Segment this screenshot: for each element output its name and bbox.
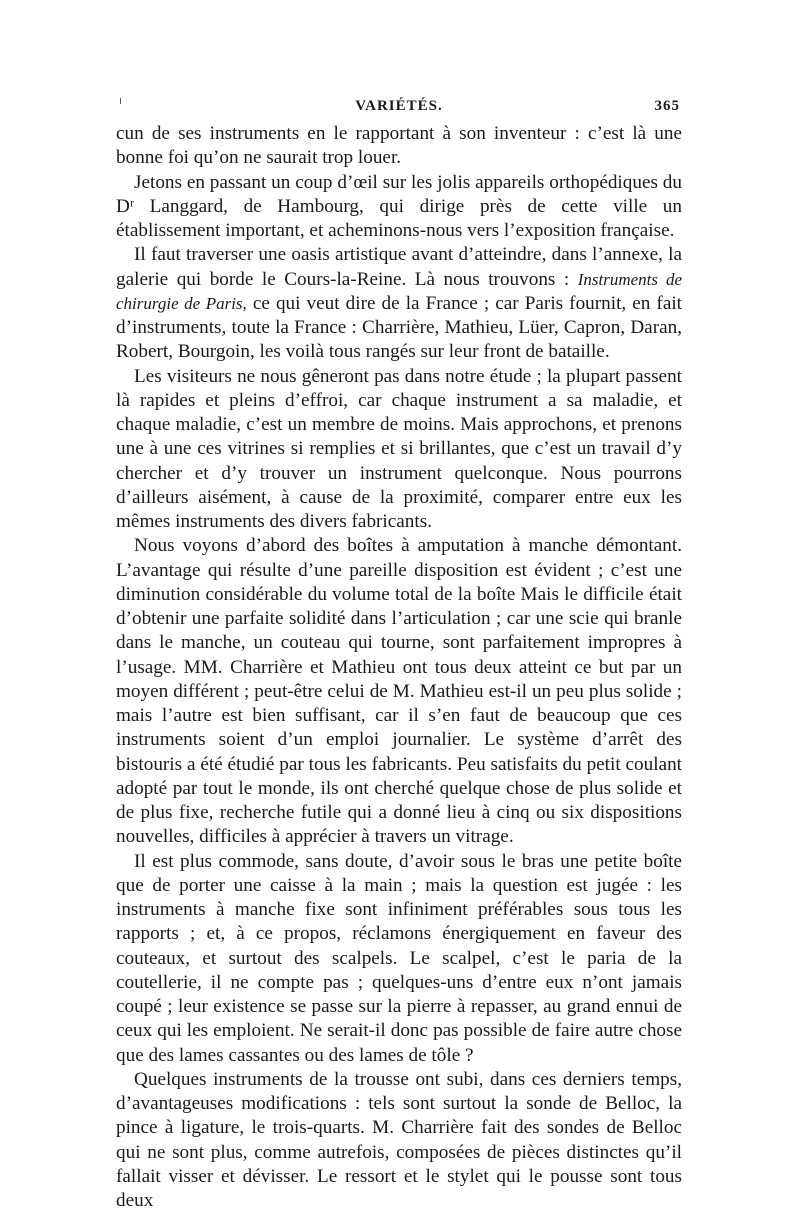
paragraph-3 — [116, 243, 682, 364]
paragraph-3-end: ce qui veut dire de la France ; car Paris fournit, en fait d’instruments, toute la France : Charrière, Mathieu, Lüer, Capron, Daran, Robert, Bourgoin, les voilà tous rangés sur leur front de bataille. — [116, 292, 683, 363]
book-page — [116, 98, 682, 1213]
paragraph-2: Jetons en passant un coup d’œil sur les jolis appareils orthopédiques du Dʳ Langgard, de Hambourg, qui dirige près de cette ville un établissement important, et acheminons-nous vers l’exposition française. — [116, 171, 682, 241]
paragraph-3-start: Il faut traverser une oasis artistique avant d’atteindre, dans l’annexe, la galerie qui borde le Cours-la-Reine. Là nous trouvons : — [116, 244, 682, 290]
paragraph-4: Les visiteurs ne nous gêneront pas dans notre étude ; la plupart passent là rapides et pleins d’effroi, car chaque instrument a sa maladie, et chaque maladie, c’est un membre de moins. Mais approchons, et prenons une à une ces vitrines si remplies et si brillantes, que c’est un travail d’y chercher et d’y trouver un instrument quelconque. Nous pourrons d’ailleurs aisément, à cause de la proximité, comparer entre eux les mêmes instruments des divers fabricants. — [116, 365, 682, 532]
paragraph-6: Il est plus commode, sans doute, d’avoir sous le bras une petite boîte que de porter une caisse à la main ; mais la question est jugée : les instruments à manche fixe sont infiniment préférables sous tous les rapports ; et, à ce propos, réclamons énergiquement en faveur des couteaux, et surtout des scalpels. Le scalpel, c’est le paria de la coutellerie, il ne compte pas ; quelques-uns d’entre eux n’ont jamais coupé ; leur existence se passe sur la pierre à repasser, au grand ennui de ceux qui les emploient. Ne serait-il donc pas possible de faire autre chose que des lames cassantes ou des lames de tôle ? — [116, 850, 682, 1066]
running-head — [116, 98, 682, 122]
paragraph-3-italic-title: Instruments de chirurgie de Paris, — [116, 269, 682, 313]
page-number: 365 — [654, 98, 680, 114]
running-head-title: VARIÉTÉS. — [355, 98, 443, 114]
paragraph-1: cun de ses instruments en le rapportant à son inventeur : c’est là une bonne foi qu’on ne saurait trop louer. — [116, 123, 682, 169]
paragraph-7: Quelques instruments de la trousse ont subi, dans ces derniers temps, d’avantageuses modifications : tels sont surtout la sonde de Belloc, la pince à ligature, le trois-quarts. M. Charrière fait des sondes de Belloc qui ne sont plus, comme autrefois, composées de pièces distinctes qu’il fallait visser et dévisser. Le ressort et le stylet qui le pousse sont tous deux — [116, 1068, 682, 1211]
paragraph-5: Nous voyons d’abord des boîtes à amputation à manche démontant. L’avantage qui résulte d’une pareille disposition est évident ; c’est une diminution considérable du volume total de la boîte Mais le difficile était d’obtenir une parfaite solidité dans l’articulation ; car une scie qui branle dans le manche, un couteau qui tourne, sont parfaitement impropres à l’usage. MM. Charrière et Mathieu ont tous deux atteint ce but par un moyen différent ; peut-être celui de M. Mathieu est-il un peu plus solide ; mais l’autre est bien suffisant, car il s’en faut de beaucoup que ces instruments soient d’un emploi journalier. Le système d’arrêt des bistouris a été étudié par tous les fabricants. Peu satisfaits du petit coulant adopté par tout le monde, ils ont cherché quelque chose de plus solide et de plus fixe, recherche futile qui a donné lieu à cinq ou six dispositions nouvelles, difficiles à apprécier à travers un vitrage. — [116, 535, 682, 848]
body-text — [116, 122, 682, 1213]
